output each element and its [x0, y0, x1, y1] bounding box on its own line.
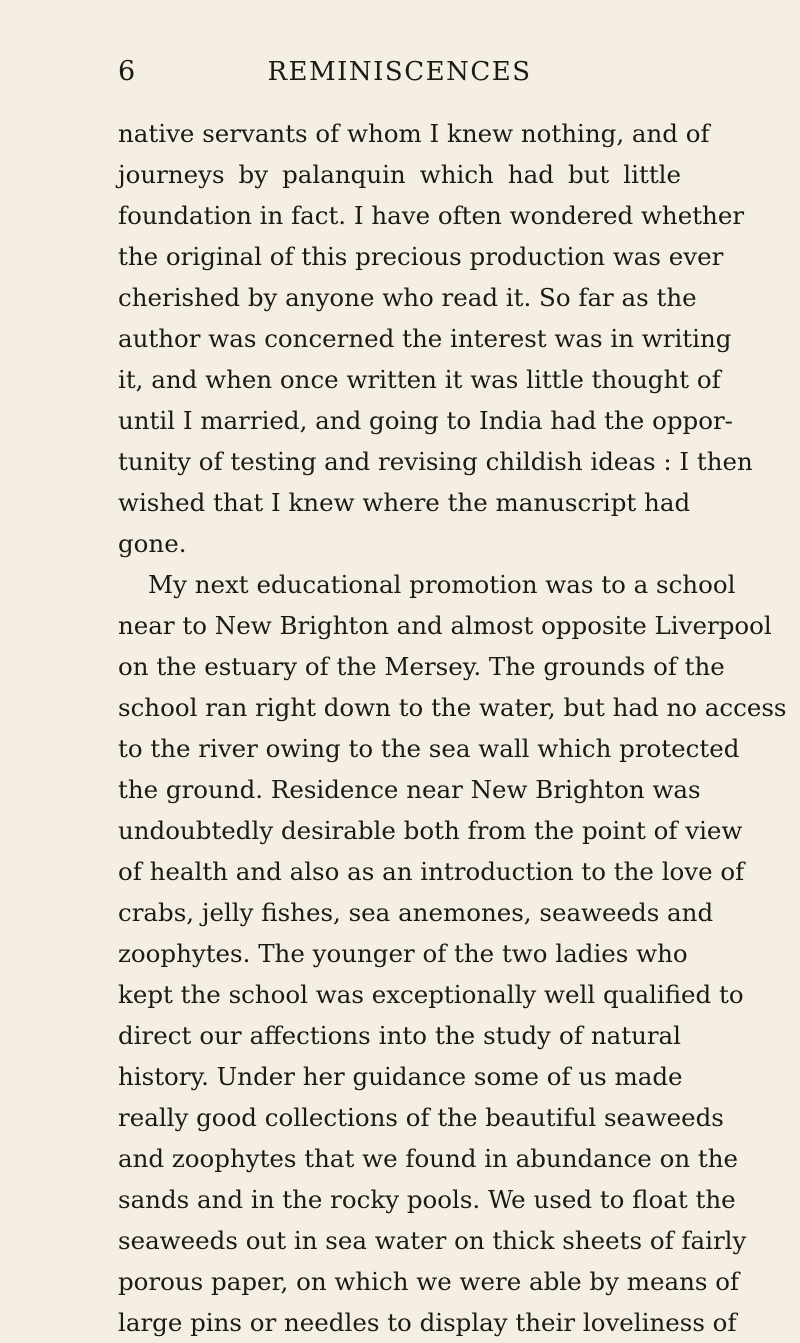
- text-line: the original of this precious production was ever: [118, 242, 724, 271]
- text-line: journeys by palanquin which had but little: [118, 160, 681, 189]
- text-line: direct our affections into the study of natural: [118, 1021, 681, 1050]
- text-line: history. Under her guidance some of us made: [118, 1062, 683, 1091]
- text-line: gone.: [118, 529, 187, 558]
- text-line: to the river owing to the sea wall which protected: [118, 734, 740, 763]
- text-line: school ran right down to the water, but had no access: [118, 693, 787, 722]
- text-line: wished that I knew where the manuscript had: [118, 488, 691, 517]
- text-line: undoubtedly desirable both from the point of view: [118, 816, 743, 845]
- text-line: My next educational promotion was to a school: [148, 570, 736, 599]
- running-head: REMINISCENCES: [267, 57, 532, 87]
- text-line: seaweeds out in sea water on thick sheets of fairly: [118, 1226, 747, 1255]
- text-line: crabs, jelly fishes, sea anemones, seaweeds and: [118, 898, 714, 927]
- text-line: near to New Brighton and almost opposite Liverpool: [118, 611, 772, 640]
- text-line: porous paper, on which we were able by means of: [118, 1267, 740, 1296]
- text-line: kept the school was exceptionally well qualified to: [118, 980, 744, 1009]
- text-line: zoophytes. The younger of the two ladies who: [118, 939, 688, 968]
- text-line: on the estuary of the Mersey. The grounds of the: [118, 652, 725, 681]
- page-number: 6: [118, 56, 136, 87]
- text-line: author was concerned the interest was in writing: [118, 324, 732, 353]
- body-text: [118, 113, 787, 1343]
- text-line: cherished by anyone who read it. So far as the: [118, 283, 697, 312]
- text-line: of health and also as an introduction to the love of: [118, 857, 745, 886]
- text-line: really good collections of the beautiful seaweeds: [118, 1103, 724, 1132]
- text-line: sands and in the rocky pools. We used to float the: [118, 1185, 736, 1214]
- text-line: tunity of testing and revising childish ideas : I then: [118, 447, 753, 476]
- text-line: until I married, and going to India had the oppor-: [118, 406, 733, 435]
- page-header: [118, 52, 681, 92]
- text-line: foundation in fact. I have often wondered whether: [118, 201, 745, 230]
- text-line: native servants of whom I knew nothing, and of: [118, 119, 710, 148]
- text-line: the ground. Residence near New Brighton was: [118, 775, 701, 804]
- text-line: it, and when once written it was little thought of: [118, 365, 721, 394]
- text-line: large pins or needles to display their loveliness of: [118, 1308, 737, 1337]
- text-line: and zoophytes that we found in abundance on the: [118, 1144, 739, 1173]
